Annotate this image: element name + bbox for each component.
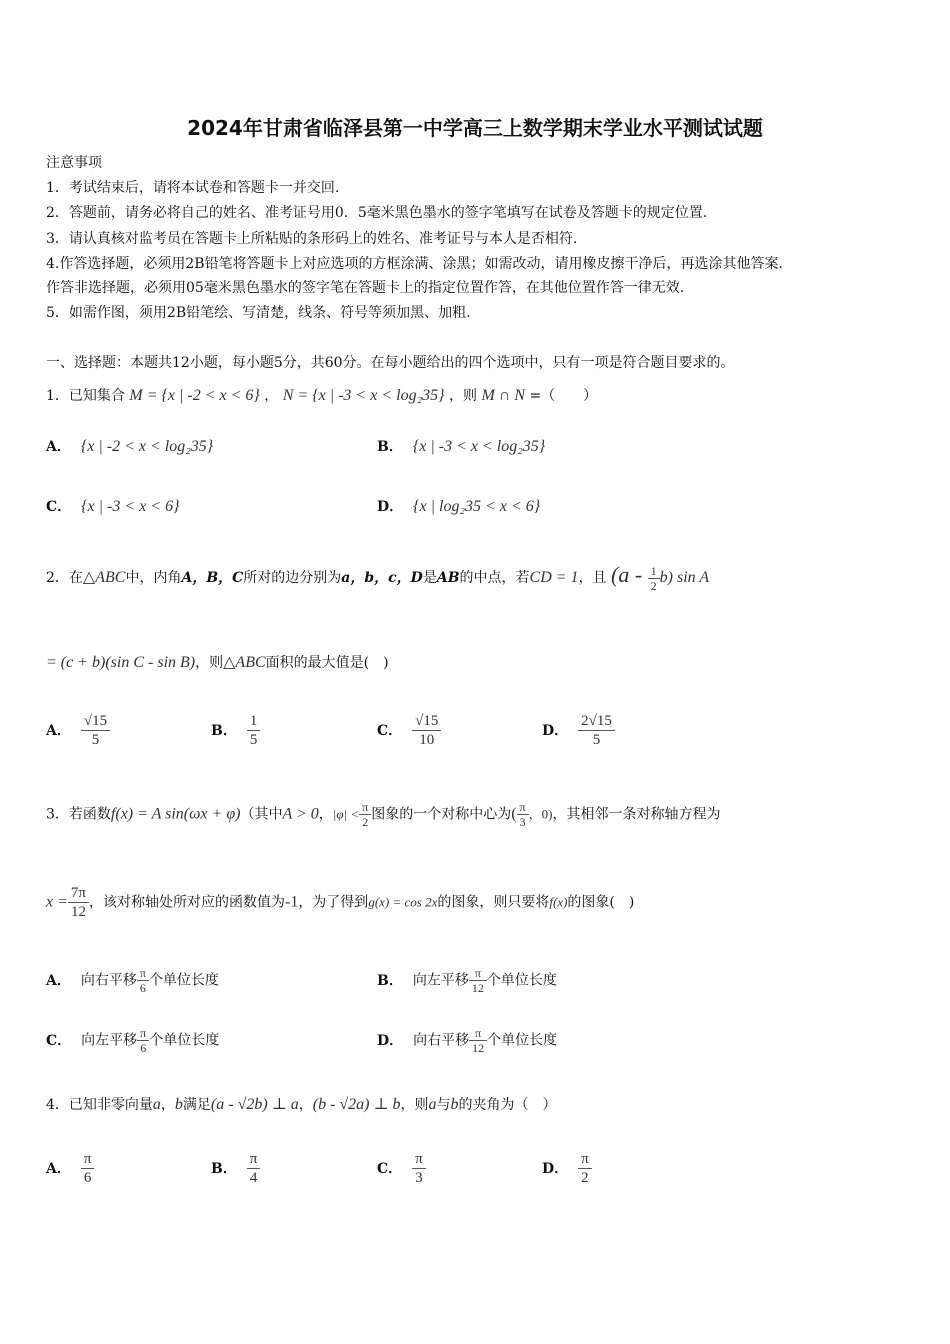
frac-numerator: π [412,1150,426,1169]
q2-text: 2．在 [46,570,83,586]
q3-function: f(x) = A sin(ωx + φ) [110,805,241,823]
q3-text: ，该对称轴处所对应的函数值为 [88,894,285,911]
frac-numerator: √15 [81,712,110,731]
option-fraction [137,966,149,995]
q2-option-c[interactable] [377,712,441,749]
frac-denominator: 12 [472,1041,485,1055]
q2-expr1-b: b) sin A [659,569,710,586]
option-fraction [81,1150,95,1187]
q3-axis: x = [46,893,68,911]
q1-option-a[interactable] [46,436,213,456]
q1-set-n: N = {x | -3 < x < log₂35} [282,387,445,404]
option-text: {x | -3 < x < log₂35} [412,438,546,455]
q4-option-b[interactable] [211,1150,260,1187]
option-fraction [578,1150,592,1187]
q3-g: g(x) = cos 2x [368,894,438,910]
option-label: A． [46,439,71,455]
frac-denominator: 6 [140,1041,147,1055]
notes-item: 4.作答选择题，必须用2B铅笔将答题卡上对应选项的方框涂满、涂黑；如需改动，请用橡皮擦干净后，再选涂其他答案. [46,256,783,272]
q2-segment: AB [436,570,460,586]
q4-option-a[interactable] [46,1150,94,1187]
option-text: 向左平移 [412,972,469,989]
q2-text: 是 [422,570,437,586]
option-fraction [137,1026,149,1055]
q2-text: ，且 [578,570,607,586]
frac-numerator: π [578,1150,592,1169]
question-4-stem [46,1094,557,1114]
frac-denominator: 12 [70,904,86,920]
option-label: A． [46,722,71,739]
q4-cond: (b - √2a) ⊥ b [312,1096,401,1113]
notes-item: 3．请认真核对监考员在答题卡上所粘贴的条形码上的姓名、准考证号与本人是否相符. [46,231,578,247]
q4-vector-b: b [174,1096,183,1113]
q3-value: -1 [284,893,299,911]
option-fraction [412,712,441,749]
q3-text: 3．若函数 [46,806,111,823]
option-label: B． [211,722,237,739]
q4-vector-a: a [428,1096,437,1113]
option-fraction [247,712,261,749]
q2-text: 中，内角 [125,570,182,586]
option-fraction [469,966,487,995]
frac-numerator: π [469,1026,487,1041]
option-text: 向右平移 [413,1032,470,1049]
frac-denominator: 3 [519,815,526,829]
q3-text: 的图象( ) [567,894,635,911]
q3-text: 的图象，则只要将 [437,894,550,911]
section-heading: 一、选择题：本题共12小题，每小题5分，共60分。在每小题给出的四个选项中，只有一项是符合题目要求的。 [46,355,735,371]
option-label: C． [377,722,403,739]
q1-set-m: M = {x | -2 < x < 6} [129,387,260,404]
q2-text: 的中点，若 [459,570,530,586]
frac-numerator: π [359,800,371,815]
q4-text: ， [298,1097,313,1113]
frac-denominator: 6 [83,1170,92,1186]
q2-option-d[interactable] [542,712,615,749]
option-label: D． [542,722,569,739]
q3-pi-over-2 [359,800,371,829]
frac-numerator: π [137,1026,149,1041]
q4-text: 4．已知非零向量 [46,1097,153,1113]
frac-denominator: 2 [581,1170,589,1186]
frac-numerator: π [469,966,487,981]
q4-text: ，则 [400,1097,429,1113]
q3-text: 图象的一个对称中心为 [371,806,512,823]
q4-option-d[interactable] [542,1150,592,1187]
q2-cd: CD = 1 [529,569,579,586]
notes-heading: 注意事项 [46,155,102,171]
option-text: {x | -2 < x < log₂35} [80,438,214,455]
q2-vars: A，B，C [181,570,244,586]
option-fraction [469,1026,487,1055]
notes-item: 作答非选择题，必须用05毫米黑色墨水的签字笔在答题卡上的指定位置作答，在其他位置作答一律无效. [46,280,685,296]
q3-text: ， [318,806,333,823]
q2-expr2: = (c + b)(sin C - sin B) [46,654,196,671]
q3-option-d[interactable] [377,1026,557,1055]
frac-denominator: 5 [91,732,100,748]
option-label: A． [46,1160,71,1177]
question-2-stem-cont [46,652,389,672]
option-label: D． [542,1160,569,1177]
frac-denominator: 2 [362,815,369,829]
q2-expr1-a: (a - [611,562,648,587]
q4-text: 的夹角为（ ） [458,1097,557,1113]
notes-item: 5．如需作图，须用2B铅笔绘、写清楚，线条、符号等须加黑、加粗. [46,305,471,321]
q2-option-b[interactable] [211,712,260,749]
q1-option-d[interactable] [377,496,540,516]
q3-text: （其中 [240,806,283,823]
q4-cond: (a - √2b) ⊥ a [210,1096,299,1113]
q4-vector-a: a [152,1096,161,1113]
q3-text: ，为了得到 [298,894,369,911]
q4-vector-b: b [450,1096,459,1113]
frac-denominator: 4 [249,1170,258,1186]
question-2-stem [46,562,709,593]
frac-denominator: 3 [415,1170,423,1186]
q3-seven-pi-over-12 [68,884,89,921]
notes-item: 2．答题前，请务必将自己的姓名、准考证号用0．5毫米黑色墨水的签字笔填写在试卷及答题卡的规定位置. [46,205,708,221]
frac-numerator: π [81,1150,95,1169]
option-text: 向右平移 [80,972,137,989]
q3-cond: |φ| < [332,806,360,822]
frac-numerator: π [137,966,149,981]
option-text: {x | -3 < x < 6} [81,498,180,515]
q4-text: ， [160,1097,175,1113]
option-text: 向左平移 [81,1032,138,1049]
option-text: {x | log₂35 < x < 6} [413,498,541,515]
question-1-stem [46,385,597,405]
frac-numerator: 1 [247,712,261,731]
option-label: B． [377,439,403,455]
q1-comma: ， [264,388,279,404]
notes-item: 1．考试结束后，请将本试卷和答题卡一并交回. [46,180,340,196]
option-label: C． [46,499,72,515]
q1-expr: M ∩ N [481,387,525,404]
frac-numerator: 1 [648,564,660,579]
q2-half [648,564,660,593]
option-label: B． [211,1160,237,1177]
q3-text: ，其相邻一条对称轴方程为 [552,806,721,823]
q4-option-c[interactable] [377,1150,426,1187]
q3-option-b[interactable] [377,966,557,995]
q2-option-a[interactable] [46,712,110,749]
option-text: 个单位长度 [487,1032,558,1049]
q3-pi-over-3 [517,800,529,829]
q3-option-a[interactable] [46,966,219,995]
frac-numerator: √15 [412,712,441,731]
q1-option-c[interactable] [46,496,179,516]
frac-denominator: 10 [419,732,435,748]
q3-f: f(x) [549,894,568,910]
option-label: C． [46,1032,72,1049]
q1-text-c: =（ ） [529,388,598,404]
frac-numerator: 7π [68,884,89,903]
question-3-stem [46,800,720,829]
q4-text: 满足 [182,1097,211,1113]
option-label: B． [377,972,403,989]
q1-text-a: 1．已知集合 [46,388,125,404]
option-label: D． [377,499,404,515]
frac-numerator: π [247,1150,261,1169]
page-title: 2024年甘肃省临泽县第一中学高三上数学期末学业水平测试试题 [187,116,763,140]
option-label: C． [377,1160,403,1177]
q1-text-b: ，则 [448,388,477,404]
option-text: 个单位长度 [148,972,219,989]
option-fraction [578,712,615,749]
option-fraction [412,1150,426,1187]
frac-numerator: π [517,800,529,815]
q2-text: 面积的最大值是( ) [265,655,389,671]
q3-center: ( [511,805,517,823]
frac-numerator: 2√15 [578,712,615,731]
option-label: A． [46,972,71,989]
q2-triangle: △ABC [223,654,266,671]
q2-triangle: △ABC [82,569,126,586]
q3-cond: A > 0 [282,805,319,823]
q4-text: 与 [436,1097,451,1113]
option-text: 个单位长度 [486,972,557,989]
frac-denominator: 5 [592,732,601,748]
q2-text: 所对的边分别为 [243,570,342,586]
q1-option-b[interactable] [377,436,545,456]
q2-vars: a，b，c，D [341,570,423,586]
option-fraction [247,1150,261,1187]
option-text: 个单位长度 [149,1032,220,1049]
frac-denominator: 6 [139,981,146,995]
q2-text: ，则 [195,655,224,671]
frac-denominator: 12 [471,981,484,995]
q3-center: ，0) [528,806,553,822]
q3-option-c[interactable] [46,1026,219,1055]
option-label: D． [377,1032,404,1049]
frac-denominator: 2 [650,578,657,593]
frac-denominator: 5 [249,732,258,748]
option-fraction [81,712,110,749]
question-3-stem-cont [46,884,634,921]
